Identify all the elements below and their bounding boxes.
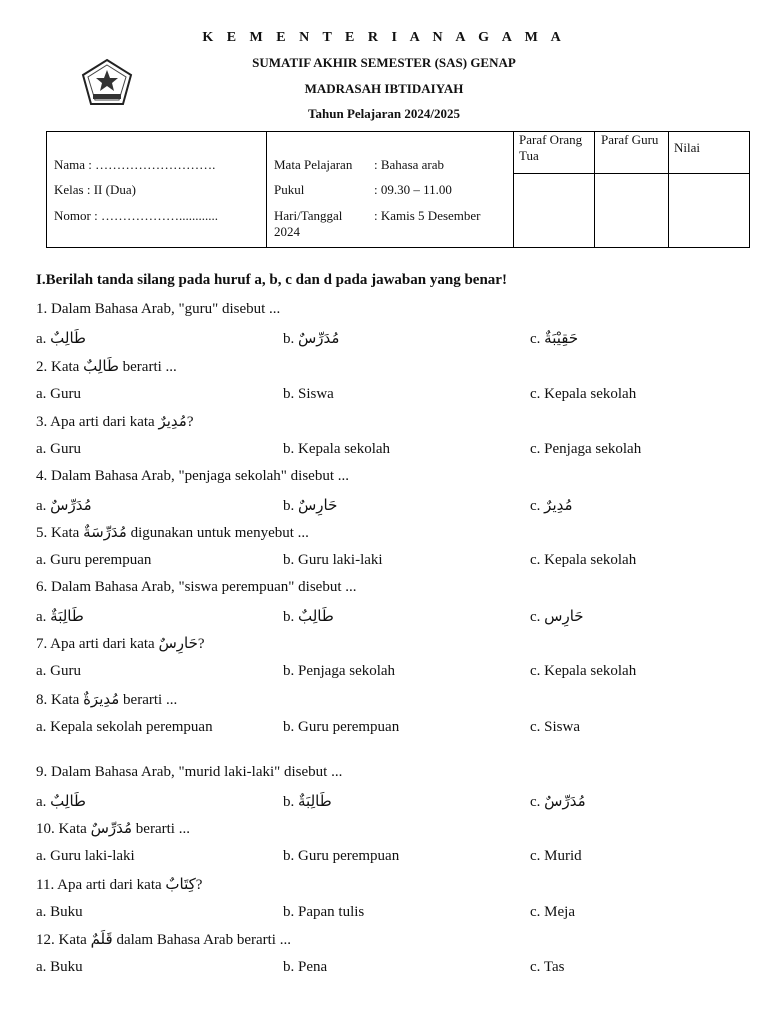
answer-option-c[interactable]: [530, 903, 575, 922]
option-text: c. Tas: [530, 959, 565, 975]
arabic-word: حَارِسٌ: [158, 634, 198, 652]
option-text: c. Siswa: [530, 719, 580, 735]
option-text: c. Kepala sekolah: [530, 663, 637, 679]
table-divider: [513, 132, 514, 247]
option-arabic-text: مُدَرِّسٌ: [544, 792, 586, 810]
answer-option-b[interactable]: [283, 792, 332, 812]
section-instruction: I.Berilah tanda silang pada huruf a, b, c dan d pada jawaban yang benar!: [36, 272, 507, 288]
answer-option-c[interactable]: [530, 847, 582, 866]
arabic-word: مُدَرِّسٌ: [90, 819, 133, 837]
date-year: 2024: [274, 224, 300, 239]
answer-option-c[interactable]: [530, 958, 565, 977]
option-text: c. Murid: [530, 848, 582, 864]
option-text: c. Kepala sekolah: [530, 386, 637, 402]
option-letter: b.: [283, 498, 298, 514]
question-suffix: ?: [197, 636, 205, 652]
option-arabic-text: حَارِس: [544, 607, 584, 625]
question-text: [36, 634, 205, 653]
question-text: [36, 357, 177, 376]
ministry-heading: K E M E N T E R I A N A G A M A: [202, 30, 566, 45]
arabic-word: طَالِبٌ: [83, 357, 119, 375]
question-prefix: 12. Kata: [36, 932, 91, 948]
option-text: a. Kepala sekolah perempuan: [36, 719, 213, 735]
question-text: [36, 930, 291, 949]
option-text: b. Kepala sekolah: [283, 441, 391, 457]
answer-option-b[interactable]: [283, 958, 327, 977]
question-prefix: 1. Dalam Bahasa Arab, "guru" disebut ...: [36, 301, 281, 317]
answer-option-b[interactable]: [283, 662, 395, 681]
answer-option-a[interactable]: [36, 607, 266, 627]
question-text: [36, 412, 194, 431]
option-text: a. Guru laki-laki: [36, 848, 135, 864]
answer-option-c[interactable]: [530, 551, 636, 570]
option-text: c. Kepala sekolah: [530, 552, 637, 568]
option-arabic-text: طَالِبَةٌ: [298, 792, 332, 810]
score-header: Nilai: [674, 140, 700, 155]
answer-option-c[interactable]: [530, 792, 586, 812]
question-text: [36, 764, 342, 781]
answer-option-a[interactable]: [36, 718, 266, 737]
question-prefix: 6. Dalam Bahasa Arab, "siswa perempuan" disebut ...: [36, 579, 357, 595]
option-arabic-text: طَالِبٌ: [298, 607, 334, 625]
question-prefix: 9. Dalam Bahasa Arab, "murid laki-laki" disebut ...: [36, 764, 343, 780]
question-prefix: 8. Kata: [36, 692, 84, 708]
option-arabic-text: مُدِيرٌ: [544, 496, 573, 514]
subject-label: Mata Pelajaran: [274, 157, 353, 172]
answer-option-c[interactable]: [530, 496, 573, 516]
arabic-word: مُدِيرٌ: [158, 412, 187, 430]
option-text: b. Siswa: [283, 386, 334, 402]
question-prefix: 10. Kata: [36, 821, 91, 837]
question-prefix: 2. Kata: [36, 359, 84, 375]
question-text: [36, 690, 177, 709]
option-text: a. Buku: [36, 904, 83, 920]
option-letter: b.: [283, 794, 298, 810]
option-letter: c.: [530, 794, 545, 810]
option-letter: c.: [530, 498, 545, 514]
question-suffix: ?: [195, 877, 203, 893]
academic-year: Tahun Pelajaran 2024/2025: [308, 106, 460, 121]
option-text: a. Guru perempuan: [36, 552, 152, 568]
parent-signature-header: Paraf Orang Tua: [519, 132, 583, 163]
option-letter: a.: [36, 498, 51, 514]
option-text: b. Guru perempuan: [283, 719, 400, 735]
question-prefix: 7. Apa arti dari kata: [36, 636, 159, 652]
question-text: [36, 579, 357, 596]
answer-option-b[interactable]: [283, 385, 334, 404]
option-text: b. Guru perempuan: [283, 848, 400, 864]
question-prefix: 5. Kata: [36, 525, 84, 541]
option-text: b. Penjaga sekolah: [283, 663, 396, 679]
table-divider: [266, 132, 267, 247]
question-prefix: 3. Apa arti dari kata: [36, 414, 159, 430]
answer-option-a[interactable]: [36, 792, 266, 812]
arabic-word: مُدِيرَةٌ: [83, 690, 120, 708]
answer-option-c[interactable]: [530, 718, 580, 737]
number-field[interactable]: Nomor : ………………............: [54, 208, 218, 223]
option-letter: b.: [283, 609, 298, 625]
option-text: b. Papan tulis: [283, 904, 365, 920]
answer-option-c[interactable]: [530, 329, 578, 349]
option-arabic-text: طَالِبٌ: [50, 792, 86, 810]
question-prefix: 4. Dalam Bahasa Arab, "penjaga sekolah" disebut ...: [36, 468, 349, 484]
question-suffix: berarti ...: [132, 821, 190, 837]
option-arabic-text: طَالِبَةٌ: [50, 607, 84, 625]
answer-option-b[interactable]: [283, 718, 399, 737]
option-arabic-text: مُدَرِّسٌ: [50, 496, 92, 514]
answer-option-a[interactable]: [36, 551, 266, 570]
option-letter: c.: [530, 331, 545, 347]
option-text: b. Pena: [283, 959, 328, 975]
answer-option-a[interactable]: [36, 496, 266, 516]
name-field[interactable]: Nama : ……………………….: [54, 157, 216, 172]
option-arabic-text: مُدَرِّسٌ: [298, 329, 340, 347]
option-arabic-text: حَقِيْبَةٌ: [544, 329, 579, 347]
date-label: Hari/Tanggal: [274, 208, 343, 223]
answer-option-a[interactable]: [36, 385, 266, 404]
answer-option-b[interactable]: [283, 496, 337, 516]
answer-option-a[interactable]: [36, 662, 266, 681]
question-suffix: berarti ...: [118, 359, 177, 375]
answer-option-c[interactable]: [530, 440, 641, 459]
answer-option-c[interactable]: [530, 385, 636, 404]
question-text: [36, 301, 280, 318]
teacher-signature-header: Paraf Guru: [601, 132, 659, 147]
answer-option-b[interactable]: [283, 847, 399, 866]
option-letter: a.: [36, 794, 51, 810]
option-text: a. Guru: [36, 386, 81, 402]
time-label: Pukul: [274, 182, 305, 197]
table-divider: [594, 132, 595, 247]
option-text: b. Guru laki-laki: [283, 552, 383, 568]
question-suffix: dalam Bahasa Arab berarti ...: [112, 932, 291, 948]
arabic-word: قَلَمٌ: [90, 930, 113, 948]
arabic-word: كِتَابٌ: [165, 875, 196, 893]
class-field: Kelas : II (Dua): [54, 182, 136, 197]
answer-option-b[interactable]: [283, 607, 334, 627]
table-divider: [668, 132, 669, 247]
option-letter: b.: [283, 331, 298, 347]
question-suffix: ?: [186, 414, 194, 430]
answer-option-c[interactable]: [530, 607, 584, 627]
option-letter: a.: [36, 331, 51, 347]
answer-option-a[interactable]: [36, 903, 266, 922]
question-prefix: 11. Apa arti dari kata: [36, 877, 166, 893]
answer-option-b[interactable]: [283, 551, 383, 570]
date-value: : Kamis 5 Desember: [374, 208, 481, 223]
time-value: : 09.30 – 11.00: [374, 182, 452, 197]
option-text: c. Penjaga sekolah: [530, 441, 642, 457]
question-text: [36, 819, 190, 838]
question-text: [36, 523, 309, 542]
answer-option-b[interactable]: [283, 440, 390, 459]
table-divider: [513, 173, 749, 174]
question-suffix: berarti ...: [119, 692, 178, 708]
answer-option-a[interactable]: [36, 847, 266, 866]
question-text: [36, 875, 202, 894]
subject-value: : Bahasa arab: [374, 157, 445, 172]
option-text: c. Meja: [530, 904, 575, 920]
option-text: a. Guru: [36, 441, 81, 457]
answer-option-a[interactable]: [36, 958, 266, 977]
student-info-table: [46, 131, 750, 248]
arabic-word: مُدَرِّسَةٌ: [83, 523, 127, 541]
question-suffix: digunakan untuk menyebut ...: [126, 525, 309, 541]
question-text: [36, 468, 349, 485]
answer-option-a[interactable]: [36, 329, 266, 349]
option-letter: c.: [530, 609, 545, 625]
answer-option-c[interactable]: [530, 662, 636, 681]
answer-option-b[interactable]: [283, 329, 339, 349]
option-arabic-text: طَالِبٌ: [50, 329, 86, 347]
answer-option-a[interactable]: [36, 440, 266, 459]
option-text: a. Guru: [36, 663, 81, 679]
school-name: MADRASAH IBTIDAIYAH: [304, 81, 464, 96]
exam-title: SUMATIF AKHIR SEMESTER (SAS) GENAP: [252, 55, 516, 70]
option-text: a. Buku: [36, 959, 83, 975]
option-arabic-text: حَارِسٌ: [298, 496, 338, 514]
option-letter: a.: [36, 609, 51, 625]
answer-option-b[interactable]: [283, 903, 364, 922]
